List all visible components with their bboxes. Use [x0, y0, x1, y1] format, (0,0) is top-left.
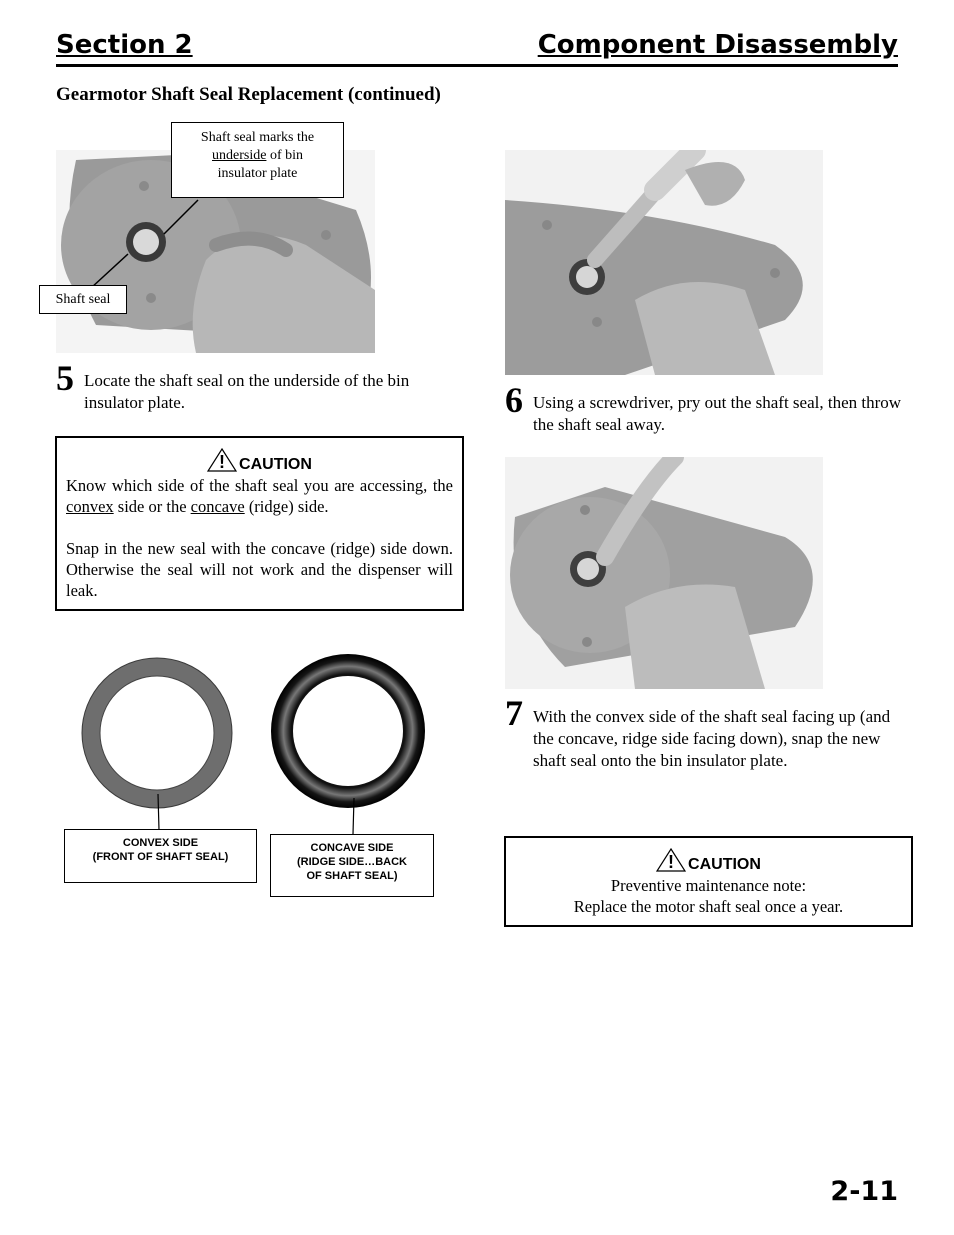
caution-box-maintenance [504, 836, 913, 927]
step-7-number: 7 [505, 693, 523, 733]
caution-title: CAUTION [239, 456, 312, 473]
callout-shaft-seal: Shaft seal [39, 285, 127, 314]
page-number: 2-11 [830, 1176, 898, 1207]
photo-snap-new-seal [505, 457, 823, 689]
caution-line-1: Preventive maintenance note: [610, 876, 807, 895]
caution-title: CAUTION [688, 856, 761, 873]
callout-seal-marks-underside: Shaft seal marks the underside of bin insulator plate [171, 122, 344, 198]
warning-icon [656, 848, 686, 872]
convex-side-label: CONVEX SIDE (FRONT OF SHAFT SEAL) [64, 829, 257, 883]
page-subtitle: Gearmotor Shaft Seal Replacement (continued) [56, 84, 441, 105]
caution-line-2: Replace the motor shaft seal once a year. [573, 897, 844, 916]
caution-paragraph-2: Snap in the new seal with the concave (ridge) side down. Otherwise the seal will not work and the dispenser will leak. [66, 539, 453, 600]
step-5-text: Locate the shaft seal on the underside of the bin insulator plate. [84, 371, 410, 412]
step-7-text: With the convex side of the shaft seal facing up (and the concave, ridge side facing down), snap the new shaft seal onto the bin insulator plate. [533, 707, 891, 770]
svg-text:!: ! [219, 452, 226, 472]
step-6-number: 6 [505, 380, 523, 420]
page-header [56, 28, 898, 67]
caution-box-seal-side [55, 436, 464, 611]
photo-pry-out-seal [505, 150, 823, 375]
warning-icon [207, 448, 237, 472]
svg-text:!: ! [668, 852, 675, 872]
step-5-number: 5 [56, 358, 74, 398]
concave-side-label: CONCAVE SIDE (RIDGE SIDE…BACK OF SHAFT SEAL) [270, 834, 434, 897]
step-6-text: Using a screwdriver, pry out the shaft seal, then throw the shaft seal away. [533, 393, 902, 434]
section-title: Component Disassembly [537, 30, 898, 60]
caution-paragraph-1: Know which side of the shaft seal you are accessing, the convex side or the concave (ridge) side. [66, 476, 453, 516]
section-label: Section 2 [56, 30, 193, 60]
seal-illustrations [70, 648, 440, 838]
